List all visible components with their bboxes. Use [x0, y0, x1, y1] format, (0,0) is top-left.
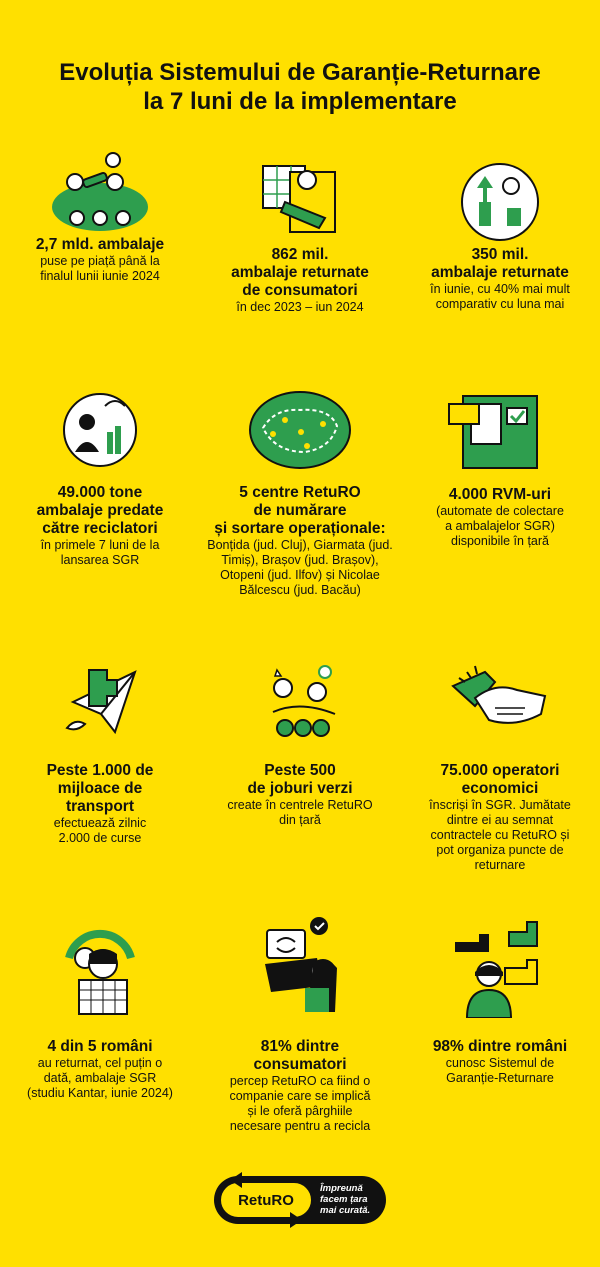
romania-map-icon — [245, 390, 355, 470]
title-line-1: Evoluția Sistemului de Garanție-Returnare — [59, 59, 541, 86]
stat-head: 2,7 mld. ambalaje — [35, 236, 165, 253]
stat-sub: puse pe piață până la finalul lunii iunie 2024 — [40, 254, 160, 283]
stat-head: Peste 500 de joburi verzi — [247, 762, 353, 797]
stat-ambalaje-returnate-iunie — [400, 162, 600, 312]
stat-head: 4 din 5 români — [47, 1038, 153, 1055]
stat-head: 862 mil. ambalaje returnate de consumatori — [231, 246, 369, 299]
stat-ambalaje-piata — [0, 152, 200, 284]
stat-head: 75.000 operatori economici — [440, 762, 560, 797]
stat-consumatori — [200, 912, 400, 1134]
stat-transport — [0, 662, 200, 846]
stat-romani-cunosc — [400, 912, 600, 1086]
stat-head: Peste 1.000 de mijloace de transport — [46, 762, 154, 815]
stat-sub: cunosc Sistemul de Garanție-Returnare — [445, 1056, 555, 1085]
handshake-icon — [445, 662, 555, 742]
stat-head: 5 centre RetuRO de numărare și sortare operaționale: — [214, 484, 386, 537]
stat-rvm — [400, 390, 600, 549]
stat-sub: în iunie, cu 40% mai mult comparativ cu luna mai — [430, 282, 570, 311]
stat-head: 4.000 RVM-uri — [448, 486, 552, 503]
recycler-person-icon — [45, 392, 155, 472]
stat-sub: în dec 2023 – iun 2024 — [236, 300, 364, 314]
people-bottle-icon — [45, 152, 155, 232]
stat-romani-returnat — [0, 918, 200, 1101]
logo-slogan: Împreună facem țara mai curată. — [320, 1183, 371, 1216]
stat-head: 98% dintre români — [432, 1038, 568, 1055]
page-title — [0, 58, 600, 116]
stat-head: 49.000 tone ambalaje predate către reciclatori — [36, 484, 164, 537]
stat-sub: create în centrele RetuRO din țară — [227, 798, 373, 827]
stat-sub: percep RetuRO ca fiind o companie care se implică și le oferă pârghiile necesare pentru a recicla — [229, 1074, 371, 1133]
title-line-2: la 7 luni de la implementare — [143, 88, 457, 115]
person-returning-bottle-icon — [245, 162, 355, 242]
stat-joburi-verzi — [200, 662, 400, 828]
stat-sub: efectuează zilnic 2.000 de curse — [53, 816, 147, 845]
stat-tone-reciclatori — [0, 392, 200, 568]
stat-head: 350 mil. ambalaje returnate — [431, 246, 569, 281]
hands-growth-icon — [445, 162, 555, 242]
stat-sub: (automate de colectare a ambalajelor SGR) disponibile în țară — [436, 504, 564, 548]
recycle-arrows-icon — [216, 1168, 316, 1232]
stat-head: 81% dintre consumatori — [253, 1038, 347, 1073]
stat-operatori — [400, 662, 600, 873]
returo-logo — [214, 1176, 386, 1224]
stat-sub: înscriși în SGR. Jumătate dintre ei au semnat contractele cu RetuRO și pot organiza puncte de returnare — [429, 798, 571, 872]
logo-name: RetuRO — [238, 1191, 294, 1209]
paper-plane-icon — [45, 662, 155, 742]
stat-centre-returo — [200, 390, 400, 598]
person-puzzle-icon — [445, 912, 555, 1018]
stat-sub: au returnat, cel puțin o dată, ambalaje SGR (studiu Kantar, iunie 2024) — [27, 1056, 173, 1100]
rvm-machine-icon — [445, 390, 555, 470]
person-idea-icon — [45, 918, 155, 1018]
person-laptop-icon — [245, 912, 355, 1018]
green-jobs-icon — [245, 662, 355, 742]
stat-sub: Bonțida (jud. Cluj), Giarmata (jud. Timiș), Brașov (jud. Brașov), Otopeni (jud. Ilfov) și Nicolae Bălcescu (jud. Bacău) — [207, 538, 393, 597]
stat-sub: în primele 7 luni de la lansarea SGR — [40, 538, 160, 567]
stat-ambalaje-returnate-total — [200, 162, 400, 315]
